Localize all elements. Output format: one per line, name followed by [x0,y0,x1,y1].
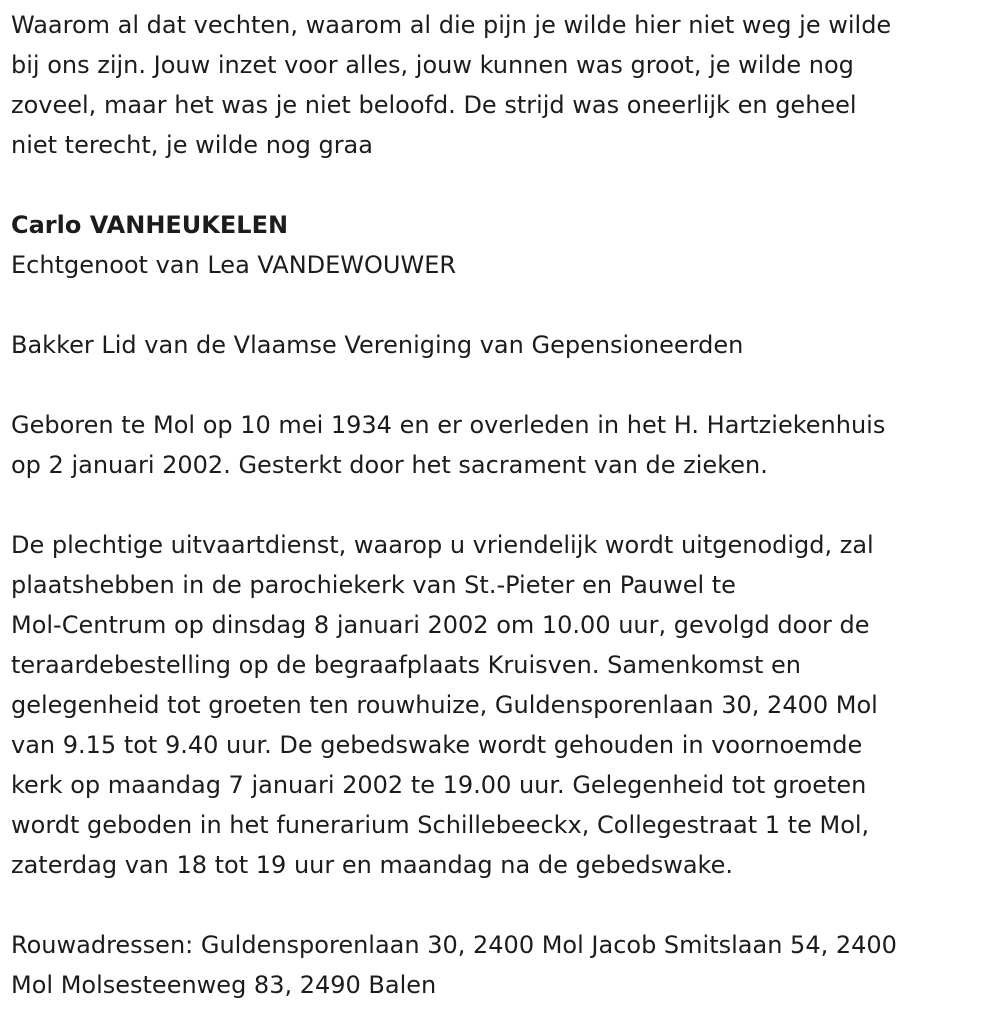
deceased-name: Carlo VANHEUKELEN [11,211,289,239]
service-line: kerk op maandag 7 januari 2002 te 19.00 uur. Gelegenheid tot groeten [11,771,867,799]
address-line: Rouwadressen: Guldensporenlaan 30, 2400 Mol Jacob Smitslaan 54, 2400 [11,931,897,959]
poem-paragraph [11,5,991,165]
service-line: wordt geboden in het funerarium Schillebeeckx, Collegestraat 1 te Mol, [11,811,870,839]
birth-death-line: Geboren te Mol op 10 mei 1934 en er overleden in het H. Hartziekenhuis [11,411,886,439]
paragraph-gap [11,365,991,405]
paragraph-gap [11,885,991,925]
addresses-paragraph [11,925,991,1005]
service-line: Mol-Centrum op dinsdag 8 januari 2002 om 10.00 uur, gevolgd door de [11,611,870,639]
service-line: gelegenheid tot groeten ten rouwhuize, Guldensporenlaan 30, 2400 Mol [11,691,878,719]
obituary-text [11,5,991,1005]
service-line: van 9.15 tot 9.40 uur. De gebedswake wordt gehouden in voornoemde [11,731,863,759]
paragraph-gap [11,285,991,325]
service-line: De plechtige uitvaartdienst, waarop u vriendelijk wordt uitgenodigd, zal [11,531,874,559]
poem-line: bij ons zijn. Jouw inzet voor alles, jouw kunnen was groot, je wilde nog [11,51,854,79]
birth-death-paragraph [11,405,991,485]
birth-death-line: op 2 januari 2002. Gesterkt door het sacrament van de zieken. [11,451,768,479]
service-line: zaterdag van 18 tot 19 uur en maandag na de gebedswake. [11,851,733,879]
spouse-line: Echtgenoot van Lea VANDEWOUWER [11,251,457,279]
service-line: plaatshebben in de parochiekerk van St.-Pieter en Pauwel te [11,571,736,599]
service-paragraph [11,525,991,885]
occupation-line: Bakker Lid van de Vlaamse Vereniging van Gepensioneerden [11,331,744,359]
poem-line: zoveel, maar het was je niet beloofd. De strijd was oneerlijk en geheel [11,91,857,119]
paragraph-gap [11,165,991,205]
address-line: Mol Molsesteenweg 83, 2490 Balen [11,971,437,999]
paragraph-gap [11,485,991,525]
service-line: teraardebestelling op de begraafplaats Kruisven. Samenkomst en [11,651,802,679]
poem-line: Waarom al dat vechten, waarom al die pijn je wilde hier niet weg je wilde [11,11,892,39]
poem-line: niet terecht, je wilde nog graa [11,131,373,159]
